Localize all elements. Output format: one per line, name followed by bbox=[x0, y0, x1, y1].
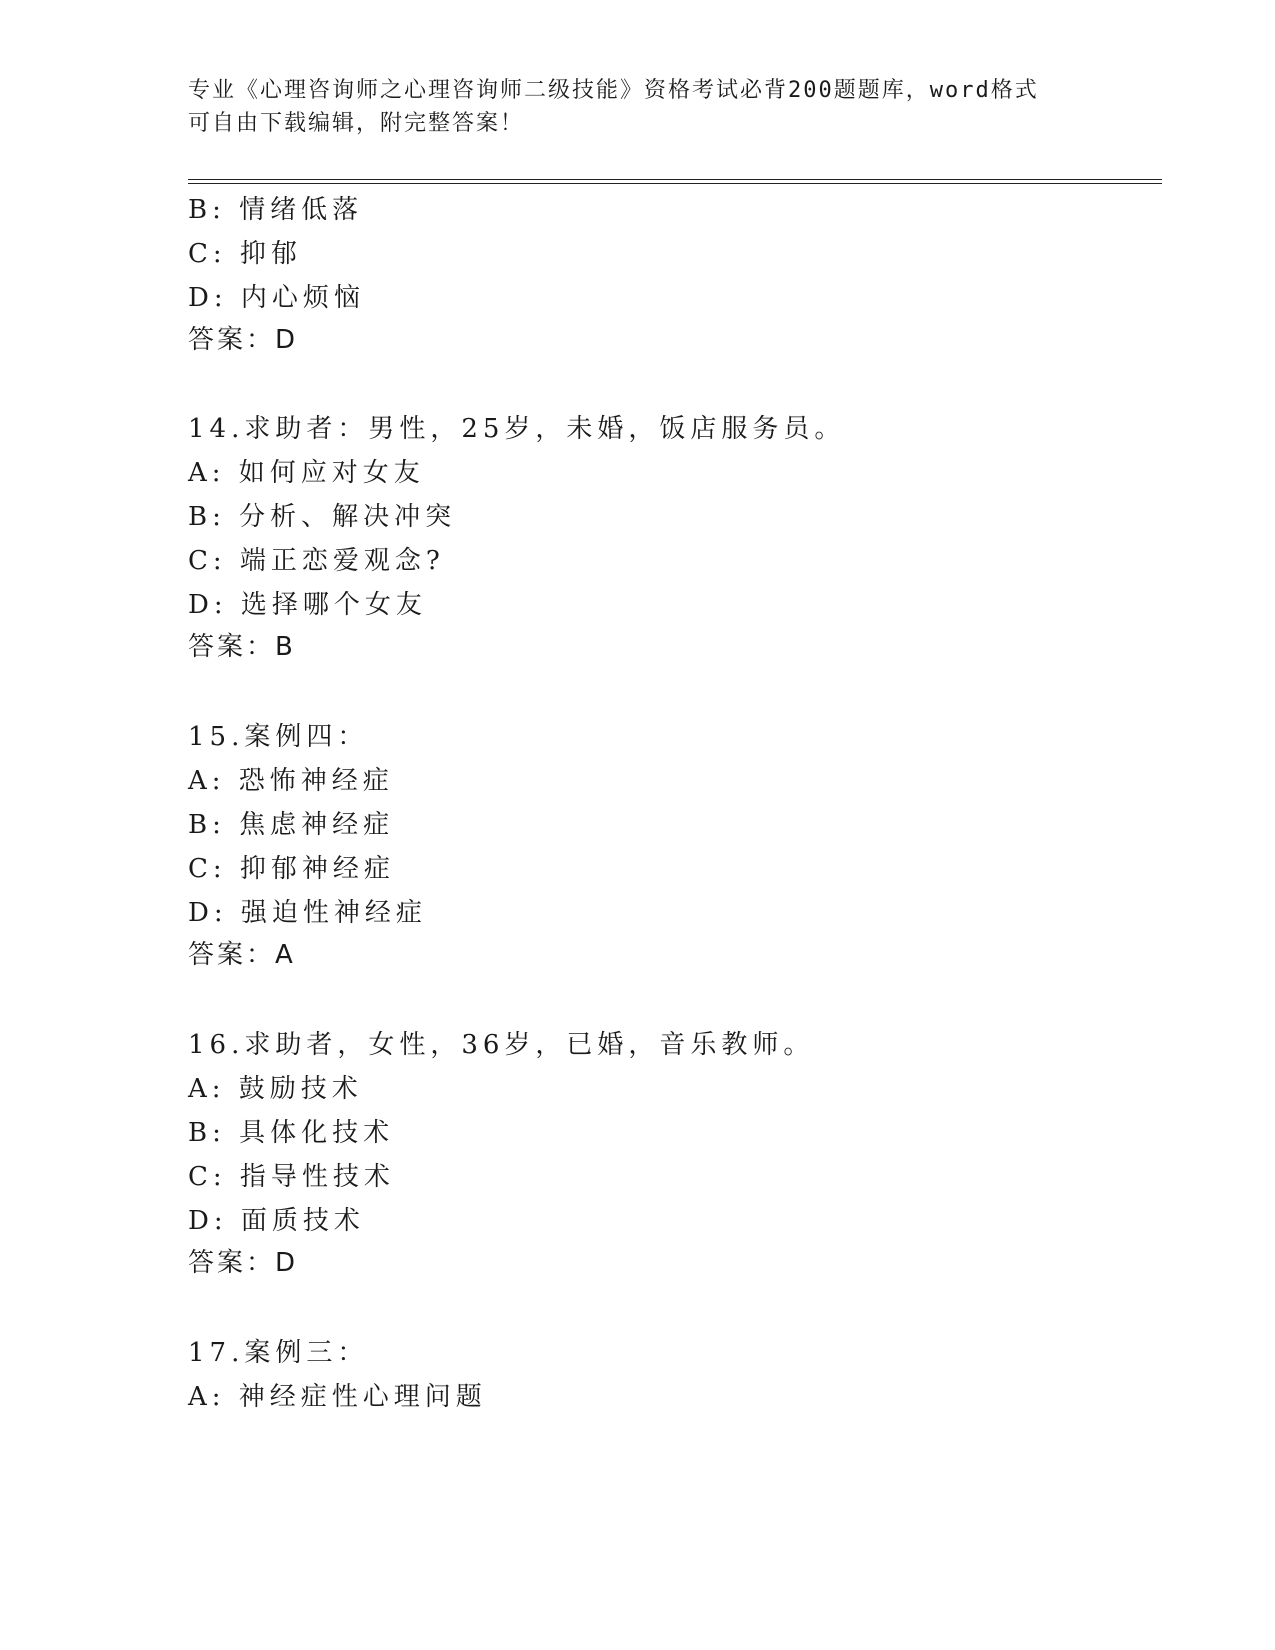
option-c: C: 抑郁 bbox=[188, 239, 302, 269]
option-d: D: 选择哪个女友 bbox=[188, 590, 427, 620]
answer-line: 答案：B bbox=[188, 632, 296, 662]
answer-line: 答案：A bbox=[188, 940, 296, 970]
document-header bbox=[188, 74, 1088, 140]
question-16: 16.求助者，女性，36岁，已婚，音乐教师。 bbox=[188, 1030, 815, 1060]
option-d: D: 强迫性神经症 bbox=[188, 898, 427, 928]
option-c: C: 抑郁神经症 bbox=[188, 854, 395, 884]
option-a: A: 如何应对女友 bbox=[188, 458, 425, 488]
option-a: A: 恐怖神经症 bbox=[188, 766, 394, 796]
option-c: C: 指导性技术 bbox=[188, 1162, 395, 1192]
header-line-2: 可自由下载编辑，附完整答案！ bbox=[188, 111, 525, 136]
option-d: D: 内心烦恼 bbox=[188, 283, 365, 313]
answer-line: 答案：D bbox=[188, 325, 299, 355]
header-line-1: 专业《心理咨询师之心理咨询师二级技能》资格考试必背200题题库，word格式 bbox=[188, 78, 1039, 103]
option-b: B: 分析、解决冲突 bbox=[188, 502, 457, 532]
question-15: 15.案例四： bbox=[188, 722, 369, 752]
option-c: C: 端正恋爱观念? bbox=[188, 546, 445, 576]
answer-line: 答案：D bbox=[188, 1248, 299, 1278]
question-17: 17.案例三： bbox=[188, 1338, 369, 1368]
question-14: 14.求助者：男性，25岁，未婚，饭店服务员。 bbox=[188, 414, 846, 444]
option-a: A: 鼓励技术 bbox=[188, 1074, 363, 1104]
option-a: A: 神经症性心理问题 bbox=[188, 1382, 487, 1412]
header-divider bbox=[188, 179, 1162, 184]
option-d: D: 面质技术 bbox=[188, 1206, 365, 1236]
option-b: B: 情绪低落 bbox=[188, 195, 364, 225]
option-b: B: 焦虑神经症 bbox=[188, 810, 395, 840]
option-b: B: 具体化技术 bbox=[188, 1118, 395, 1148]
